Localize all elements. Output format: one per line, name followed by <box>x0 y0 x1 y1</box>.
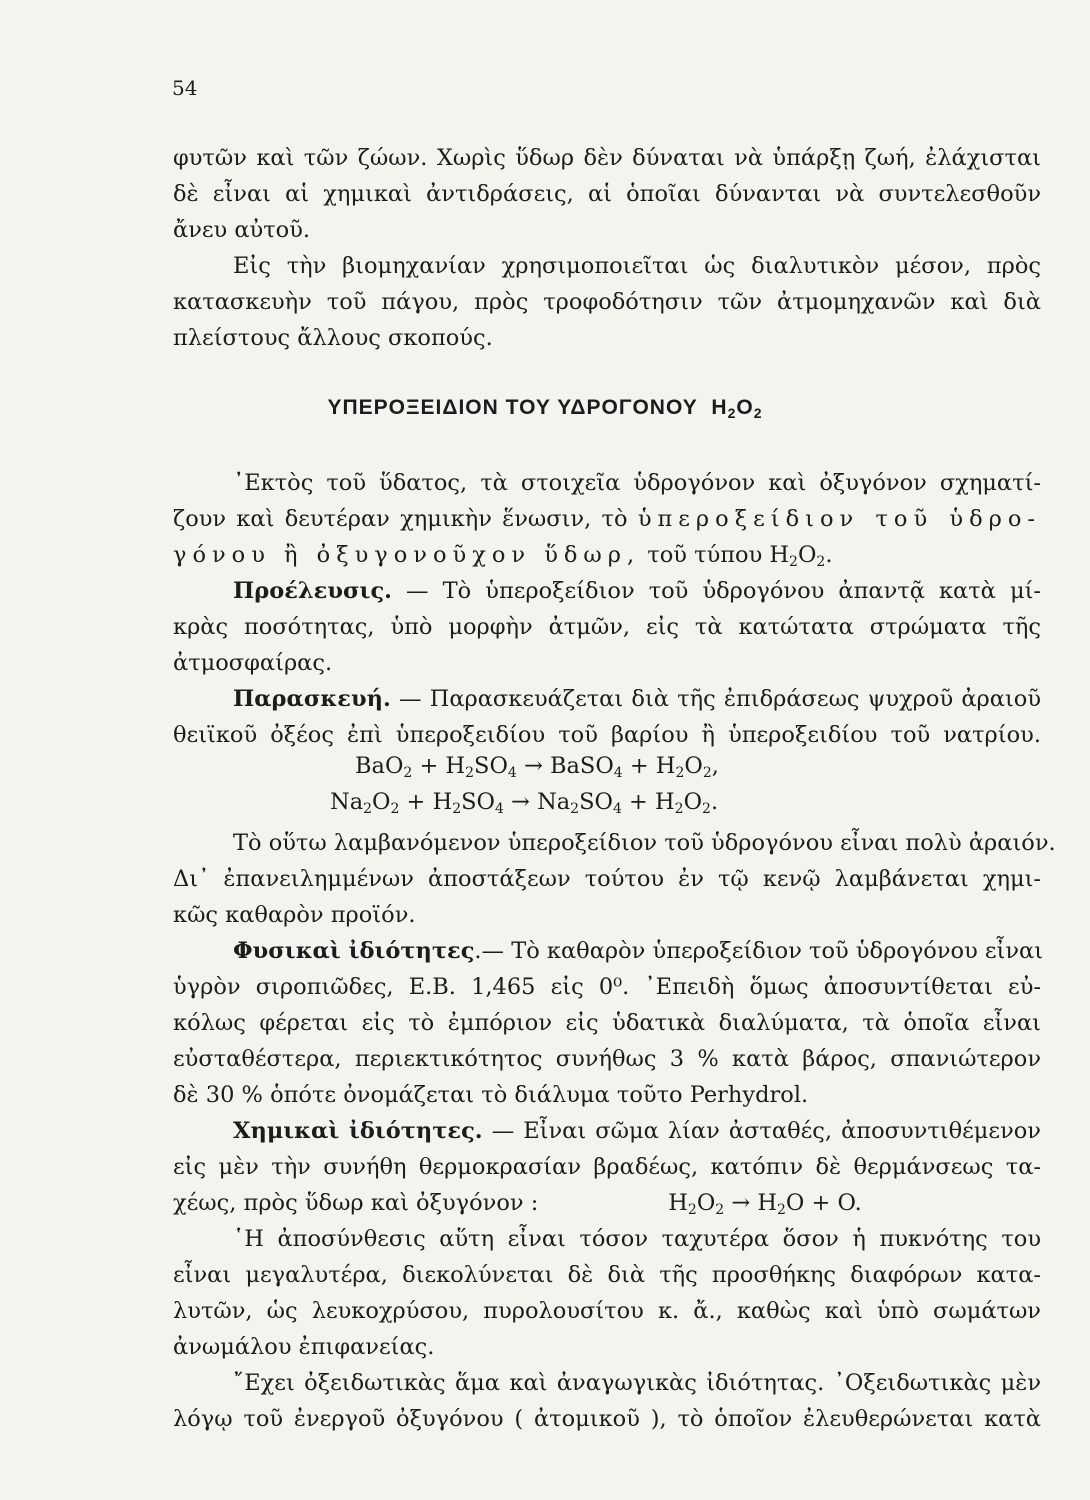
text-line: φυτῶν καὶ τῶν ζώων. Χωρὶς ὕδωρ δὲν δύναται νὰ ὑπάρξῃ ζωή, ἐλάχισται <box>173 145 1041 171</box>
text-line: Παρασκευή. — Παρασκευάζεται διὰ τῆς ἐπιδράσεως ψυχροῦ ἀραιοῦ <box>233 686 1041 712</box>
text-line: Χημικαὶ ἰδιότητες. — Εἶναι σῶμα λίαν ἀσταθές, ἀποσυντιθέμενον <box>233 1118 1041 1144</box>
text-line: κόλως φέρεται εἰς τὸ ἐμπόριον εἰς ὑδατικὰ διαλύματα, τὰ ὁποῖα εἶναι <box>173 1010 1041 1036</box>
subsection-title: Παρασκευή. <box>233 686 391 712</box>
paragraph-chemical-properties <box>173 1113 1041 1228</box>
text-line: ὑγρὸν σιροπιῶδες, Ε.Β. 1,465 εἰς 0⁰. ᾿Επειδὴ ὅμως ἀποσυντίθεται εὐ- <box>173 974 1041 1000</box>
paragraph-physical-properties <box>173 933 1044 1113</box>
page-number: 54 <box>172 76 198 100</box>
paragraph-decomposition <box>173 1221 1041 1365</box>
text-line: λυτῶν, ὡς λευκοχρύσου, πυρολουσίτου κ. ἄ., καθὼς καὶ ὑπὸ σωμάτων <box>173 1298 1041 1324</box>
paragraph-dilute <box>173 825 1056 933</box>
text-line: Δι᾿ ἐπανειλημμένων ἀποστάξεων τούτου ἐν τῷ κενῷ λαμβάνεται χημι- <box>173 866 1041 892</box>
text-line: κατασκευὴν τοῦ πάγου, πρὸς τροφοδότησιν τῶν ἀτμομηχανῶν καὶ διὰ <box>173 289 1041 315</box>
paragraph-water-life <box>173 140 1041 248</box>
text-line: ῾Η ἀποσύνθεσις αὕτη εἶναι τόσον ταχυτέρα ὅσον ἡ πυκνότης του <box>233 1226 1041 1252</box>
subsection-title: Προέλευσις. <box>233 578 392 604</box>
text-line: Φυσικαὶ ἰδιότητες.— Τὸ καθαρὸν ὑπεροξείδιον τοῦ ὑδρογόνου εἶναι <box>233 938 1044 964</box>
text-line: γόνου ἢ ὀξυγονοῦχον ὕδωρ, τοῦ τύπου $H_2O_2$. <box>173 542 833 570</box>
text-line: κῶς καθαρὸν προϊόν. <box>173 902 416 928</box>
text-line: κρὰς ποσότητας, ὑπὸ μορφὴν ἀτμῶν, εἰς τὰ κατώτατα στρώματα τῆς <box>173 614 1041 640</box>
text-line: δὲ εἶναι αἱ χημικαὶ ἀντιδράσεις, αἱ ὁποῖαι δύνανται νὰ συντελεσθοῦν <box>173 181 1041 207</box>
text-line: Εἰς τὴν βιομηχανίαν χρησιμοποιεῖται ὡς διαλυτικὸν μέσον, πρὸς <box>233 253 1041 279</box>
decomposition-equation: $H_2O_2 \to H_2O + O$. <box>668 1190 862 1218</box>
paragraph-industry <box>173 248 1041 356</box>
text-line: εἶναι μεγαλυτέρα, διεκολύνεται δὲ διὰ τῆς προσθήκης διαφόρων κατα- <box>173 1262 1041 1288</box>
text-line: ἀτμοσφαίρας. <box>173 650 333 676</box>
text-line: δὲ 30 % ὁπότε ὀνομάζεται τὸ διάλυμα τοῦτο Perhydrol. <box>173 1082 809 1108</box>
paragraph-preparation <box>173 681 1041 753</box>
subsection-title: Χημικαὶ ἰδιότητες. <box>233 1118 483 1144</box>
text-line: Προέλευσις. — Τὸ ὑπεροξείδιον τοῦ ὑδρογόνου ἀπαντᾷ κατὰ μί- <box>233 578 1041 604</box>
equation-barium: $BaO_2 + H_2SO_4$ → BaSO$_4$ + $H_2O_2$, <box>355 753 719 781</box>
text-line: ἀνωμάλου ἐπιφανείας. <box>173 1334 435 1360</box>
subsection-title: Φυσικαὶ ἰδιότητες <box>233 938 475 964</box>
text-line: λόγῳ τοῦ ἐνεργοῦ ὀξυγόνου ( ἀτομικοῦ ), τὸ ὁποῖον ἐλευθερώνεται κατὰ <box>173 1406 1041 1432</box>
text-line: ῎Εχει ὀξειδωτικὰς ἅμα καὶ ἀναγωγικὰς ἰδιότητας. ᾿Οξειδωτικὰς μὲν <box>233 1370 1041 1396</box>
paragraph-oxidizing <box>173 1365 1041 1437</box>
text-line: θειϊκοῦ ὀξέος ἐπὶ ὑπεροξειδίου τοῦ βαρίου ἢ ὑπεροξειδίου τοῦ νατρίου. <box>173 722 1041 748</box>
text-line: εὐσταθέστερα, περιεκτικότητος συνήθως 3 % κατὰ βάρος, σπανιώτερον <box>173 1046 1041 1072</box>
text-line: Τὸ οὕτω λαμβανόμενον ὑπεροξείδιον τοῦ ὑδρογόνου εἶναι πολὺ ἀραιόν. <box>233 830 1056 856</box>
heading-formula: $H_2O_2$ <box>711 396 763 421</box>
paragraph-origin <box>173 573 1041 681</box>
text-line: ζουν καὶ δευτέραν χημικὴν ἕνωσιν, τὸ ὑπεροξείδιον τοῦ ὑδρο- <box>173 506 1041 532</box>
paragraph-intro <box>173 465 1041 580</box>
text-line: εἰς μὲν τὴν συνήθη θερμοκρασίαν βραδέως, κατόπιν δὲ θερμάνσεως τα- <box>173 1154 1041 1180</box>
text-line: ἄνευ αὐτοῦ. <box>173 217 311 243</box>
heading-text: ΥΠΕΡΟΞΕΙΔΙΟΝ ΤΟΥ ΥΔΡΟΓΟΝΟΥ <box>327 396 698 419</box>
text-line: ᾿Εκτὸς τοῦ ὕδατος, τὰ στοιχεῖα ὑδρογόνον καὶ ὀξυγόνον σχηματί- <box>233 470 1041 496</box>
text-line: πλείστους ἄλλους σκοπούς. <box>173 325 493 351</box>
section-heading <box>0 396 1090 421</box>
text-line: χέως, πρὸς ὕδωρ καὶ ὀξυγόνον : $H_2O_2 \to H_2O + O$. <box>173 1190 862 1218</box>
equation-sodium: $Na_2O_2 + H_2SO_4 \to Na_2SO_4 + H_2O_2$. <box>330 789 719 817</box>
